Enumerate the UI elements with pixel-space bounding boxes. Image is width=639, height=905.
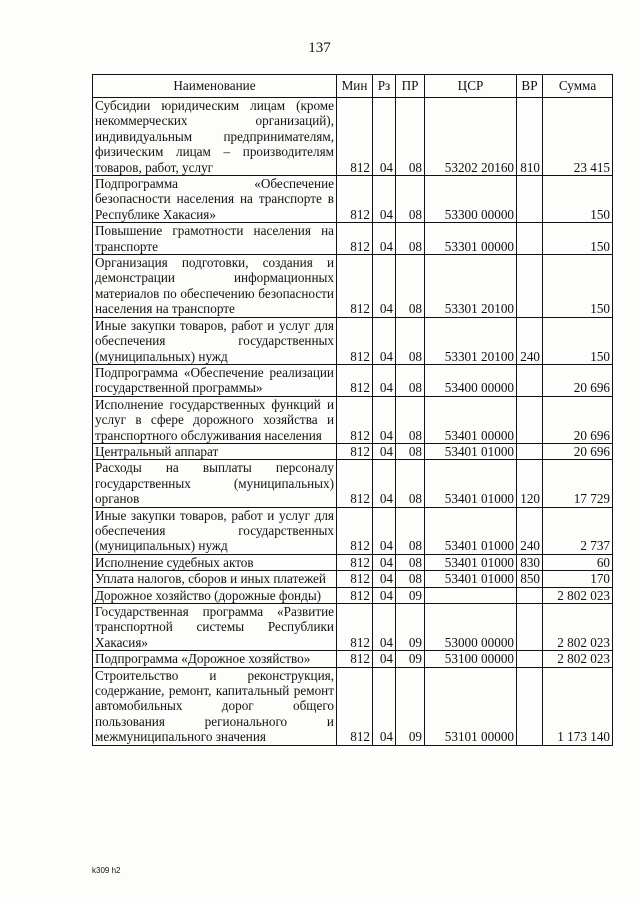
row-min: 812 bbox=[337, 396, 373, 443]
row-rz: 04 bbox=[373, 98, 396, 176]
row-sum: 23 415 bbox=[543, 98, 613, 176]
row-pr: 09 bbox=[396, 587, 425, 603]
table-row bbox=[93, 571, 613, 587]
row-name: Исполнение судебных актов bbox=[93, 554, 337, 570]
row-rz: 04 bbox=[373, 176, 396, 223]
row-pr: 08 bbox=[396, 507, 425, 554]
row-csr: 53401 00000 bbox=[425, 396, 517, 443]
row-sum: 2 737 bbox=[543, 507, 613, 554]
row-min: 812 bbox=[337, 317, 373, 364]
table-row bbox=[93, 604, 613, 651]
row-vr bbox=[517, 667, 543, 745]
table-body bbox=[93, 98, 613, 746]
row-pr: 09 bbox=[396, 604, 425, 651]
row-pr: 08 bbox=[396, 364, 425, 396]
row-name: Исполнение государственных функций и услуг в сфере дорожного хозяйства и транспортного обслуживания населения bbox=[93, 396, 337, 443]
table-row bbox=[93, 554, 613, 570]
row-rz: 04 bbox=[373, 223, 396, 255]
row-pr: 08 bbox=[396, 443, 425, 459]
table-row bbox=[93, 98, 613, 176]
row-name: Расходы на выплаты персоналу государственных (муниципальных) органов bbox=[93, 460, 337, 507]
row-pr: 09 bbox=[396, 667, 425, 745]
row-rz: 04 bbox=[373, 460, 396, 507]
row-pr: 08 bbox=[396, 317, 425, 364]
row-csr: 53101 00000 bbox=[425, 667, 517, 745]
row-vr bbox=[517, 587, 543, 603]
row-min: 812 bbox=[337, 667, 373, 745]
table-row bbox=[93, 443, 613, 459]
row-sum: 2 802 023 bbox=[543, 604, 613, 651]
row-vr bbox=[517, 604, 543, 651]
row-min: 812 bbox=[337, 460, 373, 507]
row-rz: 04 bbox=[373, 667, 396, 745]
row-vr bbox=[517, 364, 543, 396]
header-min: Мин bbox=[337, 75, 373, 98]
row-name: Центральный аппарат bbox=[93, 443, 337, 459]
row-min: 812 bbox=[337, 507, 373, 554]
row-min: 812 bbox=[337, 223, 373, 255]
header-csr: ЦСР bbox=[425, 75, 517, 98]
table-row bbox=[93, 223, 613, 255]
row-min: 812 bbox=[337, 554, 373, 570]
row-rz: 04 bbox=[373, 507, 396, 554]
row-vr bbox=[517, 651, 543, 667]
row-pr: 08 bbox=[396, 223, 425, 255]
row-vr: 240 bbox=[517, 317, 543, 364]
row-name: Подпрограмма «Обеспечение реализации государственной программы» bbox=[93, 364, 337, 396]
table-header bbox=[93, 75, 613, 98]
row-sum: 2 802 023 bbox=[543, 651, 613, 667]
row-name: Субсидии юридическим лицам (кроме некоммерческих организаций), индивидуальным предпринимателям, физическим лицам – производителям товаров, работ, услуг bbox=[93, 98, 337, 176]
row-csr: 53401 01000 bbox=[425, 554, 517, 570]
row-rz: 04 bbox=[373, 604, 396, 651]
page-number: 137 bbox=[308, 40, 331, 56]
row-rz: 04 bbox=[373, 364, 396, 396]
row-sum: 150 bbox=[543, 223, 613, 255]
budget-table bbox=[92, 74, 613, 746]
row-pr: 09 bbox=[396, 651, 425, 667]
row-vr bbox=[517, 223, 543, 255]
row-rz: 04 bbox=[373, 317, 396, 364]
row-vr bbox=[517, 255, 543, 318]
row-sum: 150 bbox=[543, 176, 613, 223]
table-row bbox=[93, 364, 613, 396]
row-csr: 53401 01000 bbox=[425, 460, 517, 507]
row-sum: 20 696 bbox=[543, 396, 613, 443]
row-pr: 08 bbox=[396, 460, 425, 507]
row-pr: 08 bbox=[396, 571, 425, 587]
row-min: 812 bbox=[337, 98, 373, 176]
row-vr bbox=[517, 176, 543, 223]
header-name: Наименование bbox=[93, 75, 337, 98]
header-vr: ВР bbox=[517, 75, 543, 98]
table-row bbox=[93, 176, 613, 223]
row-vr: 120 bbox=[517, 460, 543, 507]
row-csr: 53400 00000 bbox=[425, 364, 517, 396]
row-name: Иные закупки товаров, работ и услуг для обеспечения государственных (муниципальных) нужд bbox=[93, 317, 337, 364]
row-csr: 53401 01000 bbox=[425, 507, 517, 554]
row-vr: 830 bbox=[517, 554, 543, 570]
footer-code: k309 h2 bbox=[92, 866, 121, 875]
row-csr: 53401 01000 bbox=[425, 443, 517, 459]
row-name: Уплата налогов, сборов и иных платежей bbox=[93, 571, 337, 587]
table-row bbox=[93, 255, 613, 318]
row-csr: 53301 00000 bbox=[425, 223, 517, 255]
row-rz: 04 bbox=[373, 587, 396, 603]
row-vr: 850 bbox=[517, 571, 543, 587]
table-row bbox=[93, 507, 613, 554]
row-vr: 810 bbox=[517, 98, 543, 176]
table-row bbox=[93, 587, 613, 603]
header-rz: Рз bbox=[373, 75, 396, 98]
row-name: Иные закупки товаров, работ и услуг для обеспечения государственных (муниципальных) нужд bbox=[93, 507, 337, 554]
row-sum: 60 bbox=[543, 554, 613, 570]
row-csr: 53000 00000 bbox=[425, 604, 517, 651]
row-csr: 53202 20160 bbox=[425, 98, 517, 176]
row-name: Государственная программа «Развитие транспортной системы Республики Хакасия» bbox=[93, 604, 337, 651]
table-row bbox=[93, 396, 613, 443]
row-name: Подпрограмма «Дорожное хозяйство» bbox=[93, 651, 337, 667]
row-min: 812 bbox=[337, 651, 373, 667]
row-sum: 20 696 bbox=[543, 364, 613, 396]
row-sum: 150 bbox=[543, 317, 613, 364]
row-pr: 08 bbox=[396, 176, 425, 223]
row-min: 812 bbox=[337, 255, 373, 318]
row-min: 812 bbox=[337, 587, 373, 603]
row-rz: 04 bbox=[373, 651, 396, 667]
row-pr: 08 bbox=[396, 255, 425, 318]
row-sum: 20 696 bbox=[543, 443, 613, 459]
table-row bbox=[93, 317, 613, 364]
row-sum: 170 bbox=[543, 571, 613, 587]
row-name: Организация подготовки, создания и демонстрации информационных материалов по обеспечению безопасности населения на транспорте bbox=[93, 255, 337, 318]
row-name: Подпрограмма «Обеспечение безопасности населения на транспорте в Республике Хакасия» bbox=[93, 176, 337, 223]
row-csr: 53301 20100 bbox=[425, 317, 517, 364]
row-rz: 04 bbox=[373, 255, 396, 318]
row-min: 812 bbox=[337, 176, 373, 223]
row-pr: 08 bbox=[396, 554, 425, 570]
row-vr bbox=[517, 443, 543, 459]
row-min: 812 bbox=[337, 443, 373, 459]
row-name: Повышение грамотности населения на транспорте bbox=[93, 223, 337, 255]
row-csr: 53100 00000 bbox=[425, 651, 517, 667]
row-sum: 2 802 023 bbox=[543, 587, 613, 603]
row-vr: 240 bbox=[517, 507, 543, 554]
header-pr: ПР bbox=[396, 75, 425, 98]
row-name: Строительство и реконструкция, содержание, ремонт, капитальный ремонт автомобильных дорог общего пользования регионального и межмуниципального значения bbox=[93, 667, 337, 745]
row-vr bbox=[517, 396, 543, 443]
table-row bbox=[93, 460, 613, 507]
row-min: 812 bbox=[337, 604, 373, 651]
table-row bbox=[93, 651, 613, 667]
row-csr: 53401 01000 bbox=[425, 571, 517, 587]
table-row bbox=[93, 667, 613, 745]
row-csr: 53301 20100 bbox=[425, 255, 517, 318]
row-rz: 04 bbox=[373, 571, 396, 587]
row-rz: 04 bbox=[373, 396, 396, 443]
row-pr: 08 bbox=[396, 98, 425, 176]
row-sum: 150 bbox=[543, 255, 613, 318]
row-sum: 1 173 140 bbox=[543, 667, 613, 745]
row-rz: 04 bbox=[373, 443, 396, 459]
row-sum: 17 729 bbox=[543, 460, 613, 507]
row-csr bbox=[425, 587, 517, 603]
row-rz: 04 bbox=[373, 554, 396, 570]
row-name: Дорожное хозяйство (дорожные фонды) bbox=[93, 587, 337, 603]
row-min: 812 bbox=[337, 571, 373, 587]
row-min: 812 bbox=[337, 364, 373, 396]
header-sum: Сумма bbox=[543, 75, 613, 98]
row-csr: 53300 00000 bbox=[425, 176, 517, 223]
row-pr: 08 bbox=[396, 396, 425, 443]
